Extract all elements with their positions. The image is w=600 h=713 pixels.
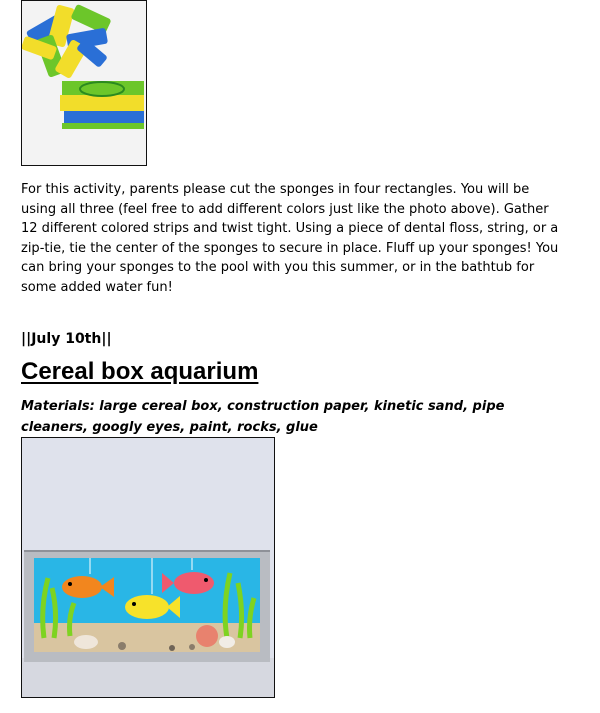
section-date: ||July 10th||: [21, 331, 112, 347]
section-title: Cereal box aquarium: [21, 358, 259, 385]
materials-list: Materials: large cereal box, construction paper, kinetic sand, pipe cleaners, googly eyes, paint, rocks, glue: [21, 399, 505, 435]
sponge-stack: [60, 81, 144, 129]
cereal-box-aquarium-photo: [21, 437, 275, 698]
sponge-bomb-photo: [21, 0, 147, 166]
activity-instructions: For this activity, parents please cut the sponges in four rectangles. You will be using all three (feel free to add different colors just like the photo above). Gather 12 different colored strips and twist tight. Using a piece of dental floss, string, or a zip-tie, tie the center of the sponges to secure in place. Fluff up your sponges! You can bring your sponges to the pool with you this summer, or in the bathtub for some added water fun!: [21, 182, 559, 295]
